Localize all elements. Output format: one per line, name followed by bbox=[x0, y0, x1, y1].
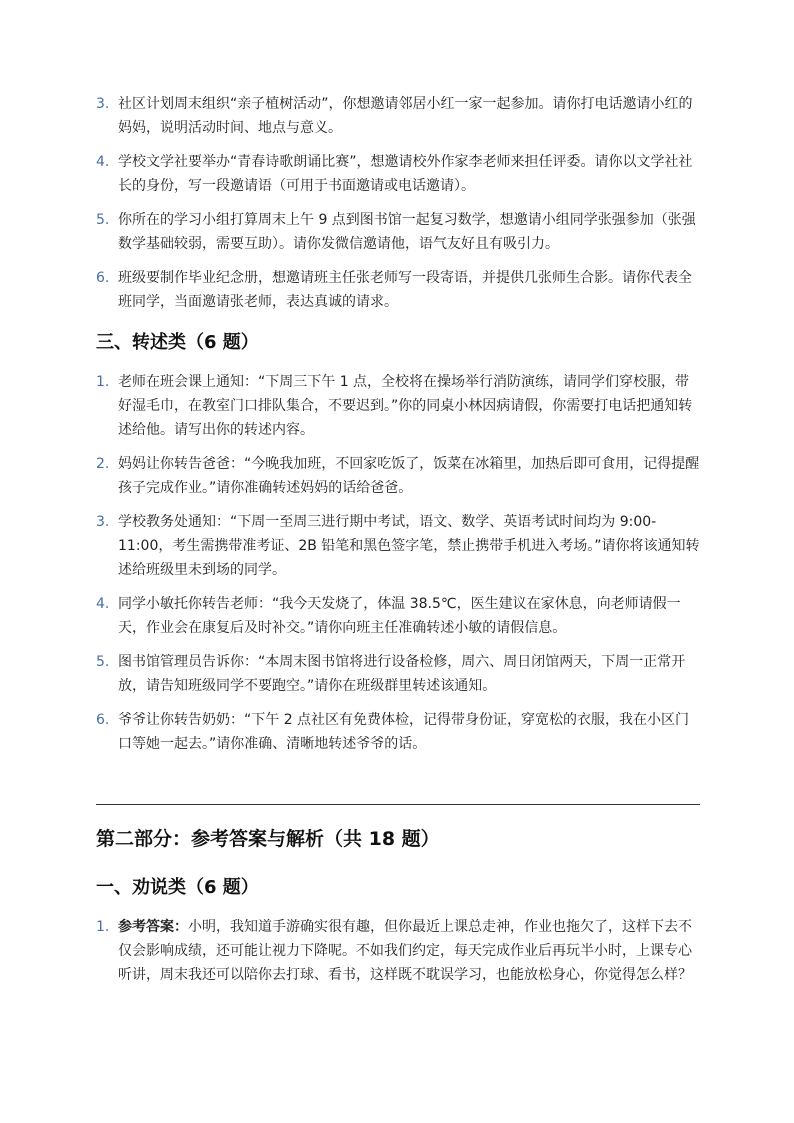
item-number: 4. bbox=[96, 596, 110, 612]
item-number: 4. bbox=[96, 154, 110, 170]
item-text: 学校教务处通知：“下周一至周三进行期中考试，语文、数学、英语考试时间均为 9:00-11:00，考生需携带准考证、2B 铅笔和黑色签字笔，禁止携带手机进入考场。”请你将该通知转述给班级里未到场的同学。 bbox=[118, 514, 700, 578]
item-text: 学校文学社要举办“青春诗歌朗诵比赛”，想邀请校外作家李老师来担任评委。请你以文学社社长的身份，写一段邀请语（可用于书面邀请或电话邀请）。 bbox=[118, 154, 693, 194]
answer-text: 小明，我知道手游确实很有趣，但你最近上课总走神，作业也拖欠了，这样下去不仅会影响成绩，还可能让视力下降呢。不如我们约定，每天完成作业后再玩半小时，上课专心听讲，周末我还可以陪你去打球、看书，这样既不耽误学习，也能放松身心，你觉得怎么样？ bbox=[118, 919, 692, 983]
item-number: 5. bbox=[96, 654, 110, 670]
item-text: 同学小敏托你转告老师：“我今天发烧了，体温 38.5℃，医生建议在家休息，向老师请假一天，作业会在康复后及时补交。”请你向班主任准确转述小敏的请假信息。 bbox=[118, 596, 681, 636]
item-number: 6. bbox=[96, 270, 110, 286]
list-item bbox=[96, 708, 700, 756]
item-text: 社区计划周末组织“亲子植树活动”，你想邀请邻居小红一家一起参加。请你打电话邀请小红的妈妈，说明活动时间、地点与意义。 bbox=[118, 96, 693, 136]
relay-question-list bbox=[96, 370, 700, 756]
item-text: 图书馆管理员告诉你：“本周末图书馆将进行设备检修，周六、周日闭馆两天，下周一正常开放，请告知班级同学不要跑空。”请你在班级群里转述该通知。 bbox=[118, 654, 686, 694]
list-item bbox=[96, 266, 700, 314]
list-item bbox=[96, 92, 700, 140]
list-item bbox=[96, 150, 700, 198]
answer-label: 参考答案： bbox=[118, 919, 188, 935]
list-item bbox=[96, 592, 700, 640]
item-number: 1. bbox=[96, 374, 110, 390]
list-item bbox=[96, 208, 700, 256]
section-title-persuade: 一、劝说类（6 题） bbox=[96, 877, 259, 898]
list-item bbox=[96, 510, 700, 582]
item-number: 2. bbox=[96, 456, 110, 472]
invite-question-list bbox=[96, 92, 700, 314]
item-number: 1. bbox=[96, 919, 110, 935]
item-number: 5. bbox=[96, 212, 110, 228]
item-text: 妈妈让你转告爸爸：“今晚我加班，不回家吃饭了，饭菜在冰箱里，加热后即可食用，记得提醒孩子完成作业。”请你准确转述妈妈的话给爸爸。 bbox=[118, 456, 700, 496]
document-page bbox=[96, 92, 700, 987]
item-text: 爷爷让你转告奶奶：“下午 2 点社区有免费体检，记得带身份证，穿宽松的衣服，我在小区门口等她一起去。”请你准确、清晰地转述爷爷的话。 bbox=[118, 712, 690, 752]
list-item bbox=[96, 915, 700, 987]
item-number: 6. bbox=[96, 712, 110, 728]
section-divider bbox=[96, 804, 700, 805]
list-item bbox=[96, 650, 700, 698]
item-text: 你所在的学习小组打算周末上午 9 点到图书馆一起复习数学，想邀请小组同学张强参加（张强数学基础较弱，需要互助）。请你发微信邀请他，语气友好且有吸引力。 bbox=[118, 212, 696, 252]
list-item bbox=[96, 370, 700, 442]
item-text: 班级要制作毕业纪念册，想邀请班主任张老师写一段寄语，并提供几张师生合影。请你代表全班同学，当面邀请张老师，表达真诚的请求。 bbox=[118, 270, 692, 310]
item-number: 3. bbox=[96, 514, 110, 530]
answer-list bbox=[96, 915, 700, 987]
part-title: 第二部分：参考答案与解析（共 18 题） bbox=[96, 828, 440, 850]
list-item bbox=[96, 452, 700, 500]
section-title-relay: 三、转述类（6 题） bbox=[96, 332, 259, 353]
item-text: 老师在班会课上通知：“下周三下午 1 点，全校将在操场举行消防演练，请同学们穿校服，带好湿毛巾，在教室门口排队集合，不要迟到。”你的同桌小林因病请假，你需要打电话把通知转述给他。请写出你的转述内容。 bbox=[118, 374, 693, 438]
item-number: 3. bbox=[96, 96, 110, 112]
